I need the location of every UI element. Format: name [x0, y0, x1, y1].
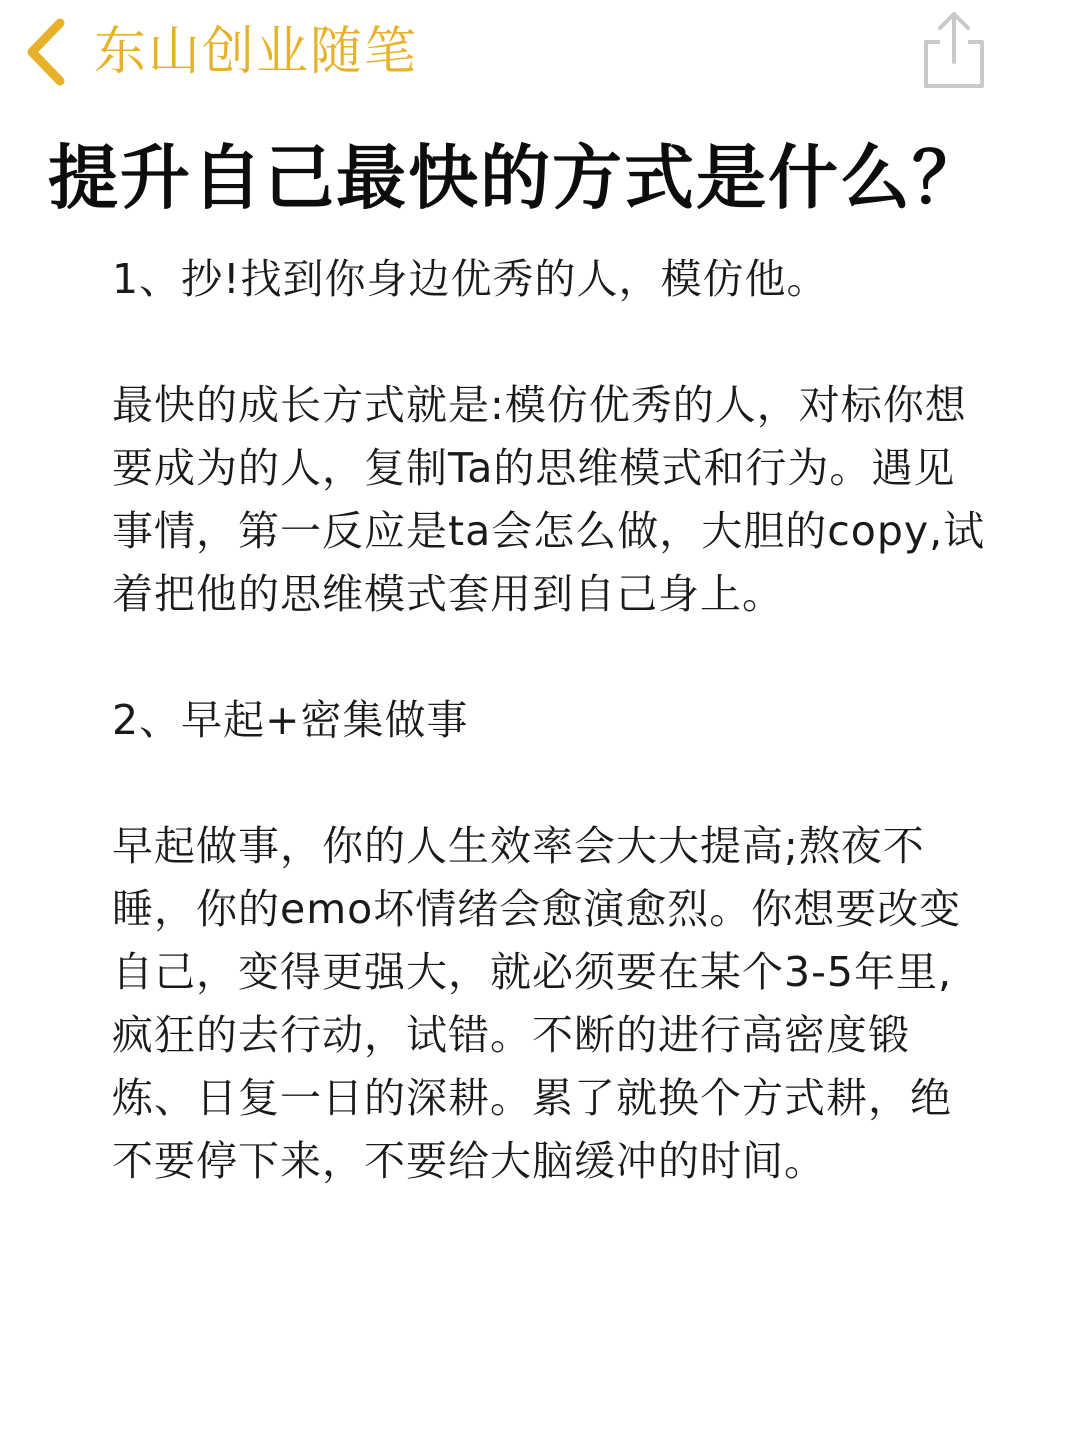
note-paragraph: 早起做事，你的人生效率会大大提高;熬夜不睡，你的emo坏情绪会愈演愈烈。你想要改变自己，变得更强大，就必须要在某个3-5年里,疯狂的去行动，试错。不断的进行高密度锻炼、日复一日的深耕。累了就换个方式耕，绝不要停下来，不要给大脑缓冲的时间。 [112, 822, 962, 1185]
blank-line [112, 752, 992, 815]
note-paragraph: 1、抄!找到你身边优秀的人，模仿他。 [112, 255, 829, 303]
note-paragraph: 2、早起+密集做事 [112, 696, 469, 744]
note-body[interactable] [112, 248, 992, 1193]
note-toolbar [0, 0, 1080, 110]
note-title: 提升自己最快的方式是什么？ [48, 137, 984, 219]
share-icon [918, 8, 990, 92]
blank-line [112, 626, 992, 689]
share-button[interactable] [918, 8, 990, 92]
back-button[interactable] [20, 12, 418, 92]
chevron-left-icon [20, 17, 72, 87]
blank-line [112, 311, 992, 374]
note-paragraph: 最快的成长方式就是:模仿优秀的人，对标你想要成为的人，复制Ta的思维模式和行为。遇见事情，第一反应是ta会怎么做，大胆的copy,试着把他的思维模式套用到自己身上。 [112, 381, 986, 618]
folder-label: 东山创业随笔 [94, 22, 419, 82]
